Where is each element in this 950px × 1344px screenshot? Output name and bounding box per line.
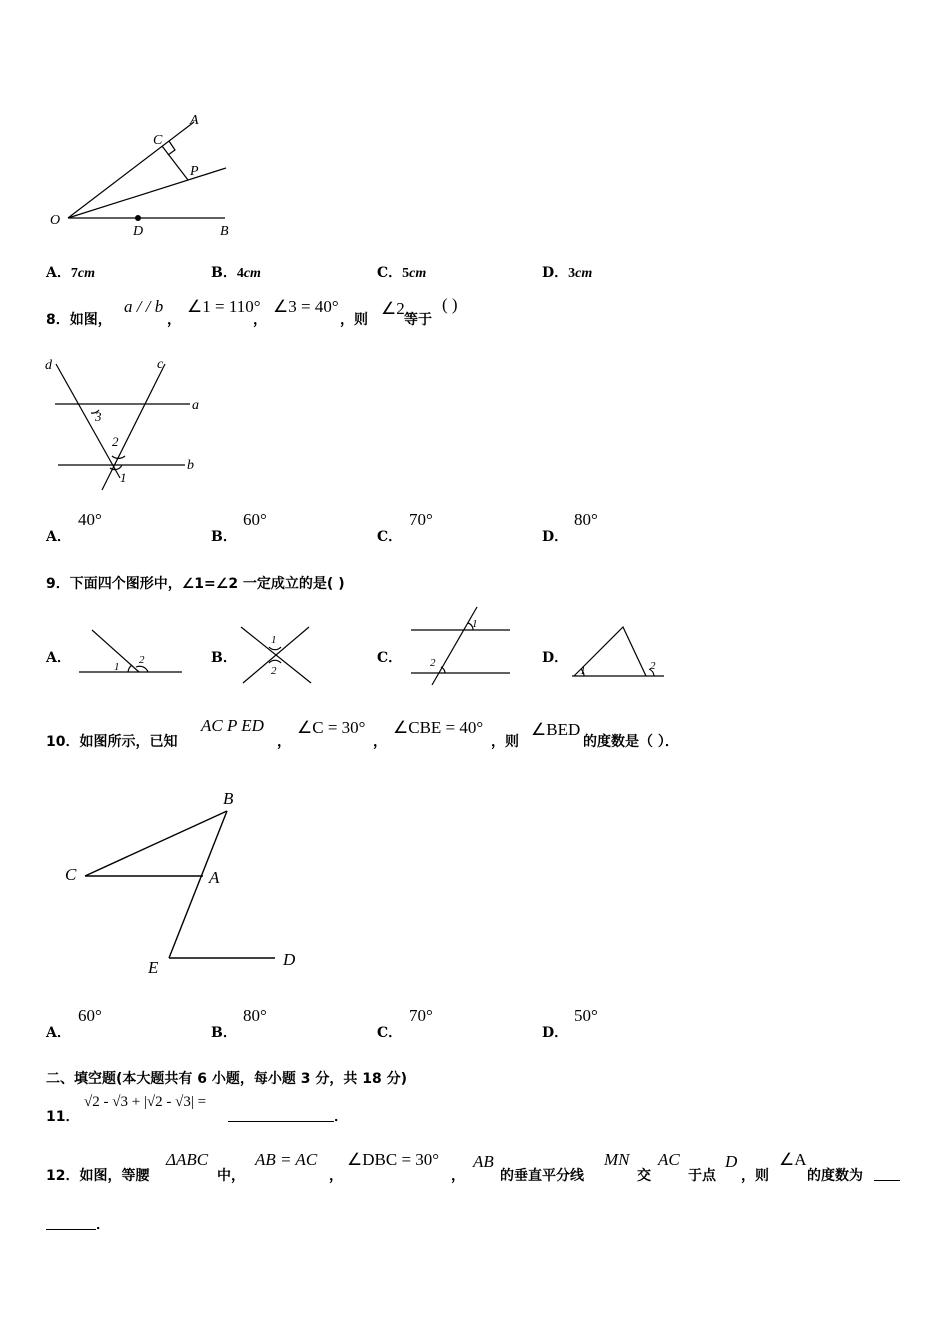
q12-answer-blank-2[interactable] [46, 1214, 96, 1230]
q12-line-mn: MN [604, 1150, 630, 1169]
q9-figure-c [405, 603, 515, 688]
label-d: d [45, 358, 52, 373]
ray-oa [68, 122, 194, 218]
q12-point-d: D [725, 1152, 738, 1171]
q9-option-c-letter[interactable]: C． [377, 650, 403, 666]
label-2: 2 [430, 657, 436, 669]
q7-option-a[interactable]: A．7cm [46, 265, 95, 281]
label-a: A [190, 113, 199, 128]
q8-cond-angle1: ∠1 = 110° [187, 297, 261, 316]
q10-figure [55, 783, 315, 983]
q7-figure [40, 108, 250, 243]
label-b: B [223, 789, 234, 808]
q8-number: 8．如图， [46, 312, 112, 328]
q8-option-a-letter[interactable]: A． [46, 529, 71, 545]
q10-option-b-letter[interactable]: B． [211, 1025, 237, 1041]
point-d [135, 215, 141, 221]
q9-option-d-letter[interactable]: D． [542, 650, 569, 666]
q9-figure-d [568, 622, 668, 682]
q12-number: 12．如图，等腰 [46, 1168, 150, 1184]
q7-option-b[interactable]: B．4cm [211, 265, 261, 281]
right-angle-mark [168, 141, 175, 155]
angle-1-arc [110, 465, 122, 470]
label-1: 1 [580, 665, 586, 677]
label-d: D [283, 950, 296, 969]
q8-option-b-letter[interactable]: B． [211, 529, 237, 545]
label-1: 1 [472, 618, 478, 630]
q11-expression: √2 - √3 + |√2 - √3| = [84, 1094, 207, 1110]
q12-answer-blank-1[interactable] [874, 1165, 900, 1181]
q10-cond-parallel: AC P ED [201, 716, 264, 735]
label-p: P [190, 164, 199, 179]
q8-answer-paren: ( ) [442, 295, 458, 314]
q10-option-d-value: 50° [574, 1006, 598, 1025]
label-a: A [209, 868, 220, 887]
q7-option-d[interactable]: D．3cm [542, 265, 593, 281]
q9-option-a-letter[interactable]: A． [46, 650, 71, 666]
q10-option-d-letter[interactable]: D． [542, 1025, 569, 1041]
q8-option-c-letter[interactable]: C． [377, 529, 403, 545]
label-2: 2 [139, 654, 145, 666]
q8-option-d-value: 80° [574, 510, 598, 529]
q10-cond-angle-c: ∠C = 30° [297, 718, 366, 737]
q10-option-c-value: 70° [409, 1006, 433, 1025]
label-1: 1 [114, 661, 120, 673]
q10-target: ∠BED [531, 720, 581, 739]
q12-segment-ac: AC [658, 1150, 680, 1169]
section-title: 二、填空题(本大题共有 6 小题，每小题 3 分，共 18 分) [46, 1071, 408, 1087]
label-a: a [192, 398, 199, 413]
label-b: B [220, 224, 229, 239]
q8-cond-parallel: a / / b [124, 297, 164, 316]
q11-number: 11． [46, 1109, 80, 1125]
q10-option-c-letter[interactable]: C． [377, 1025, 403, 1041]
line-c [102, 364, 165, 490]
q8-option-c-value: 70° [409, 510, 433, 529]
label-3: 3 [95, 409, 102, 424]
q9-figure-a [76, 625, 186, 680]
label-2: 2 [271, 665, 277, 677]
q8-option-a-value: 40° [78, 510, 102, 529]
q10-cond-angle-cbe: ∠CBE = 40° [393, 718, 484, 737]
segment-pc [162, 146, 188, 180]
ray-op [68, 168, 226, 218]
q10-number: 10．如图所示，已知 [46, 734, 178, 750]
label-1: 1 [120, 470, 127, 485]
q7-option-c[interactable]: C．5cm [377, 265, 427, 281]
label-d: D [133, 224, 144, 239]
label-1: 1 [271, 634, 277, 646]
q12-angle-a: ∠A [779, 1150, 807, 1169]
q9-option-b-letter[interactable]: B． [211, 650, 237, 666]
label-c: C [65, 865, 77, 884]
q8-figure [40, 352, 215, 495]
q9-figure-b [236, 622, 316, 688]
label-e: E [148, 958, 159, 977]
label-2: 2 [650, 660, 656, 672]
label-c: c [157, 357, 164, 372]
label-c: C [153, 133, 163, 148]
label-o: O [50, 213, 61, 228]
line-d [56, 364, 120, 478]
q8-cond-angle3: ∠3 = 40° [273, 297, 339, 316]
q8-target: ∠2 [381, 299, 405, 318]
q8-option-b-value: 60° [243, 510, 267, 529]
q12-eq-ab-ac: AB = AC [255, 1150, 318, 1169]
q12-triangle: ΔABC [166, 1150, 209, 1169]
q11-answer-blank[interactable] [228, 1106, 334, 1122]
q9-stem: 9．下面四个图形中，∠1=∠2 一定成立的是( ) [46, 576, 345, 592]
label-2: 2 [112, 434, 119, 449]
q8-option-d-letter[interactable]: D． [542, 529, 569, 545]
q12-angle-dbc: ∠DBC = 30° [347, 1150, 440, 1169]
q10-option-a-value: 60° [78, 1006, 102, 1025]
q10-option-a-letter[interactable]: A． [46, 1025, 71, 1041]
q12-segment-ab: AB [473, 1152, 494, 1171]
q10-option-b-value: 80° [243, 1006, 267, 1025]
label-b: b [187, 458, 194, 473]
